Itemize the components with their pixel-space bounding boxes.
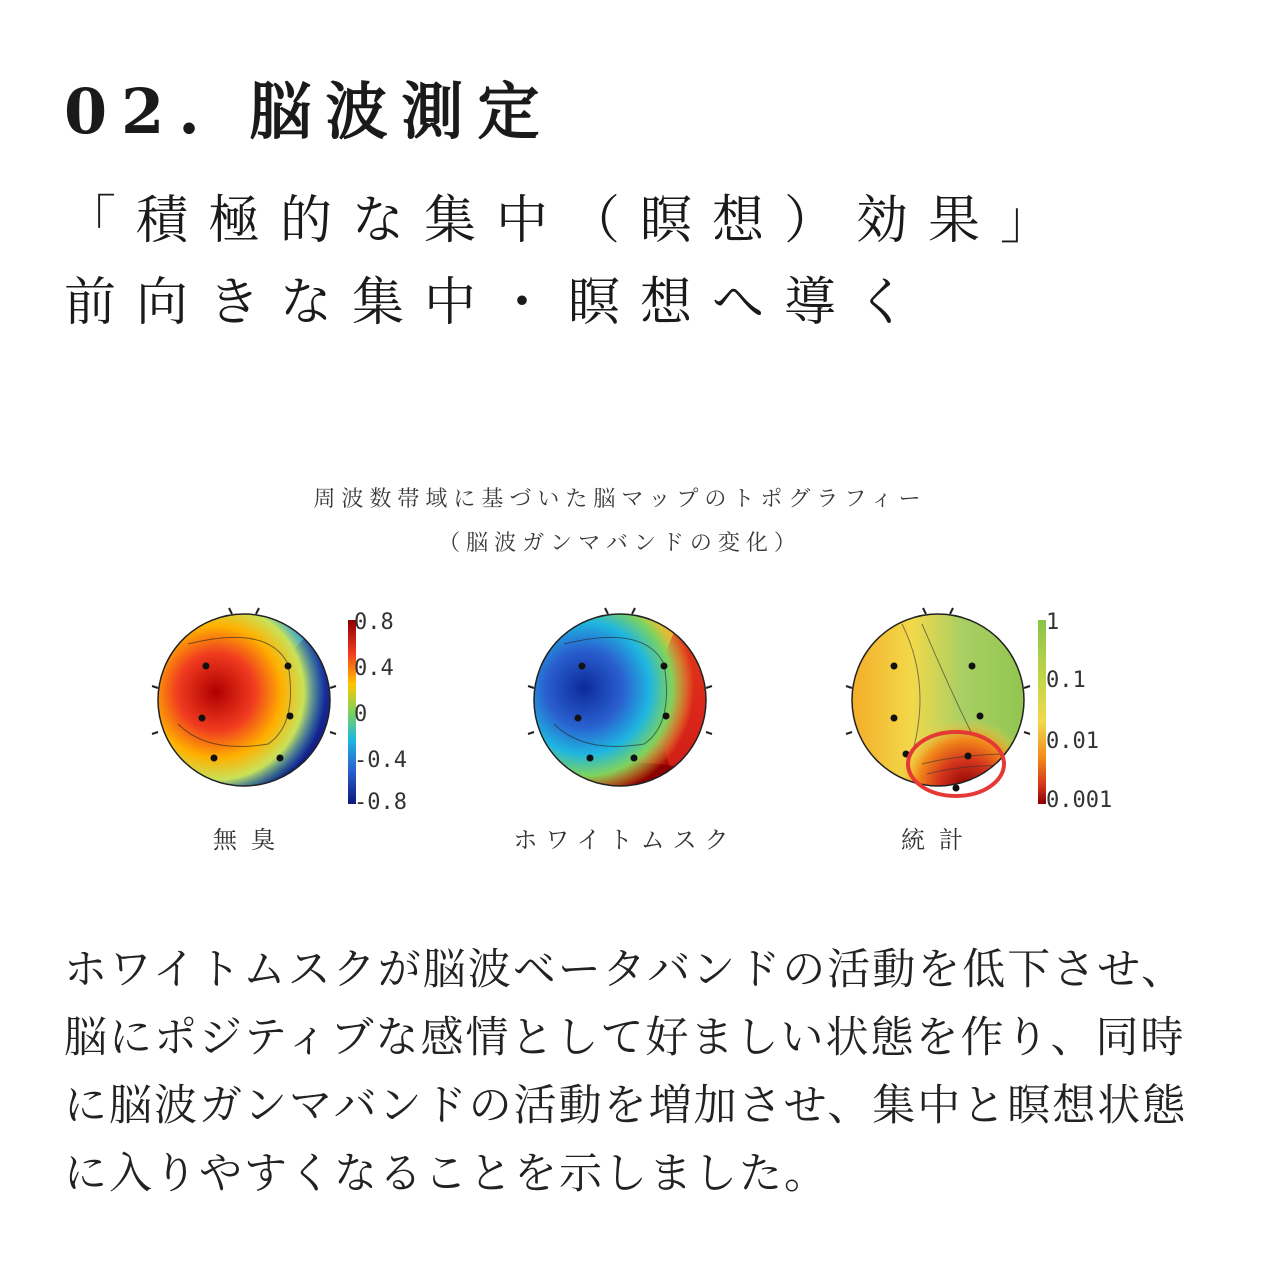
map-label-statistics: 統計 bbox=[901, 826, 977, 854]
subtitle bbox=[64, 180, 1072, 344]
colorbar-statistics bbox=[1038, 620, 1048, 804]
body-line-1: ホワイトムスクが脳波ベータバンドの活動を低下させ、 bbox=[64, 945, 1186, 995]
colorbar-tick: 0.01 bbox=[1046, 729, 1099, 754]
figure-subtitle: （脳波ガンマバンドの変化） bbox=[438, 531, 802, 556]
topomap-no-scent bbox=[148, 604, 348, 804]
colorbar-tick: -0.8 bbox=[354, 790, 407, 815]
topomap-white-musk bbox=[524, 604, 724, 804]
colorbar-tick: 1 bbox=[1046, 610, 1060, 635]
section-heading: 02. 脳波測定 bbox=[64, 75, 554, 148]
map-label-no-scent: 無臭 bbox=[213, 826, 289, 854]
body-line-2: 脳にポジティブな感情として好ましい状態を作り、同時 bbox=[64, 1013, 1186, 1063]
colorbar-tick: -0.4 bbox=[354, 748, 407, 773]
map-label-white-musk: ホワイトムスク bbox=[513, 826, 737, 854]
colorbar-tick: 0 bbox=[354, 702, 368, 727]
figure-title: 周波数帯域に基づいた脳マップのトポグラフィー bbox=[313, 487, 927, 512]
body-line-3: に脳波ガンマバンドの活動を増加させ、集中と瞑想状態 bbox=[64, 1081, 1188, 1131]
body-line-4: に入りやすくなることを示しました。 bbox=[64, 1149, 829, 1199]
colorbar-tick: 0.8 bbox=[354, 610, 394, 635]
subtitle-line-1: 「積極的な集中（瞑想）効果」 bbox=[64, 191, 1073, 251]
colorbar-tick: 0.4 bbox=[354, 656, 394, 681]
subtitle-line-2: 前向きな集中・瞑想へ導く bbox=[64, 273, 929, 333]
topomap-statistics bbox=[842, 604, 1042, 804]
colorbar-tick: 0.001 bbox=[1046, 788, 1113, 813]
body-paragraph bbox=[64, 936, 1187, 1208]
colorbar-tick: 0.1 bbox=[1046, 668, 1086, 693]
